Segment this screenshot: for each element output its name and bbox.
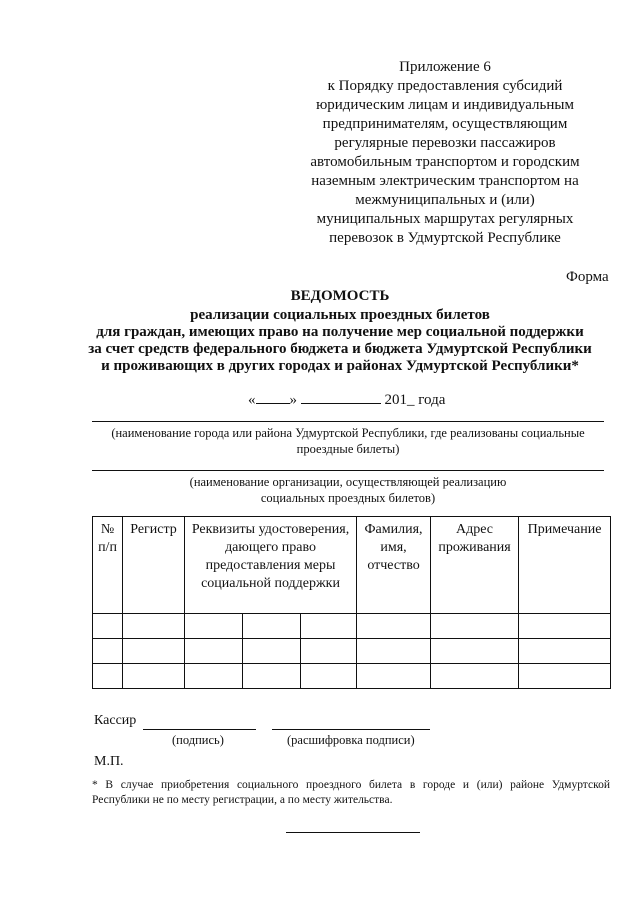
appendix-line: юридическим лицам и индивидуальным — [316, 97, 574, 113]
appendix-line: регулярные перевозки пассажиров — [334, 135, 556, 151]
title-line: для граждан, имеющих право на получение мер социальной поддержки — [96, 324, 584, 340]
table-cell[interactable] — [243, 639, 301, 664]
header-address: Адрес проживания — [431, 517, 519, 614]
table-row — [93, 639, 611, 664]
date-line — [248, 389, 445, 409]
table-cell[interactable] — [357, 614, 431, 639]
table-cell[interactable] — [519, 639, 611, 664]
table-cell[interactable] — [431, 639, 519, 664]
table-cell[interactable] — [185, 639, 243, 664]
date-open-quote: « — [248, 392, 256, 408]
table-cell[interactable] — [93, 614, 123, 639]
table-row — [93, 664, 611, 689]
organization-field-line[interactable] — [92, 470, 604, 471]
signature-decode-line[interactable] — [272, 729, 430, 730]
year-word: года — [418, 392, 446, 408]
table-cell[interactable] — [123, 639, 185, 664]
organization-caption-line: (наименование организации, осуществляющей реализацию — [189, 475, 507, 489]
table-cell[interactable] — [123, 614, 185, 639]
table-row — [93, 614, 611, 639]
title-line: реализации социальных проездных билетов — [190, 307, 490, 323]
appendix-line: Приложение 6 — [399, 59, 491, 75]
city-field-line[interactable] — [92, 421, 604, 422]
footnote: * В случае приобретения социального проездного билета в городе и (или) районе Удмуртской Республики не по месту регистрации, а по месту жительства. — [92, 779, 610, 806]
appendix-line: перевозок в Удмуртской Республике — [329, 230, 561, 246]
table-cell[interactable] — [301, 664, 357, 689]
table-cell[interactable] — [243, 664, 301, 689]
header-requisites: Реквизиты удостоверения, дающего право предоставления меры социальной поддержки — [185, 517, 357, 614]
table-cell[interactable] — [301, 614, 357, 639]
table-cell[interactable] — [431, 664, 519, 689]
appendix-line: муниципальных маршрутах регулярных — [316, 211, 574, 227]
end-divider — [286, 832, 420, 833]
document-title: ВЕДОМОСТЬ — [290, 288, 390, 304]
table-cell[interactable] — [301, 639, 357, 664]
table-cell[interactable] — [519, 614, 611, 639]
year-prefix: 201_ — [384, 392, 415, 408]
day-blank[interactable] — [256, 389, 290, 404]
table-cell[interactable] — [185, 664, 243, 689]
appendix-line: предпринимателям, осуществляющим — [322, 116, 568, 132]
appendix-line: автомобильным транспортом и городским — [310, 154, 580, 170]
appendix-block — [300, 58, 590, 248]
table-cell[interactable] — [185, 614, 243, 639]
organization-caption-line: социальных проездных билетов) — [260, 491, 436, 505]
table-cell[interactable] — [357, 639, 431, 664]
header-num: № п/п — [93, 517, 123, 614]
appendix-line: наземным электрическим транспортом на — [311, 173, 579, 189]
signature-caption: (подпись) — [172, 733, 224, 747]
date-close-quote: » — [289, 392, 297, 408]
header-register: Регистр — [123, 517, 185, 614]
table-cell[interactable] — [243, 614, 301, 639]
title-line: за счет средств федерального бюджета и бюджета Удмуртской Республики — [88, 341, 592, 357]
signature-line[interactable] — [143, 729, 256, 730]
table-cell[interactable] — [93, 639, 123, 664]
appendix-line: к Порядку предоставления субсидий — [327, 78, 563, 94]
table-header-row — [93, 517, 611, 614]
cashier-label: Кассир — [94, 713, 137, 728]
table-cell[interactable] — [519, 664, 611, 689]
table-cell[interactable] — [93, 664, 123, 689]
table-cell[interactable] — [357, 664, 431, 689]
appendix-line: межмуниципальных и (или) — [355, 192, 535, 208]
header-note: Примечание — [519, 517, 611, 614]
form-label: Форма — [566, 269, 609, 285]
city-caption: (наименование города или района Удмуртской Республики, где реализованы социальные проездные билеты) — [111, 426, 585, 456]
stamp-label: М.П. — [94, 754, 124, 769]
month-blank[interactable] — [301, 389, 381, 404]
table-cell[interactable] — [431, 614, 519, 639]
header-full-name: Фамилия, имя, отчество — [357, 517, 431, 614]
title-line: и проживающих в других городах и районах Удмуртской Республики* — [101, 358, 579, 374]
table-cell[interactable] — [123, 664, 185, 689]
statement-table — [92, 516, 611, 689]
signature-decode-caption: (расшифровка подписи) — [287, 733, 415, 747]
